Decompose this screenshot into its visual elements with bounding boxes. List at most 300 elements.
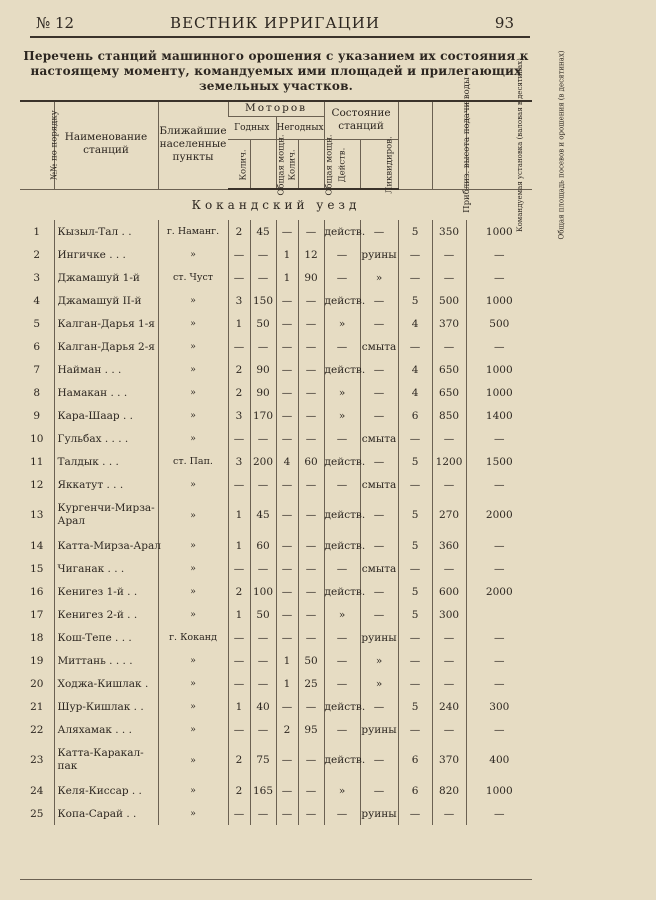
col-active-header: Действ. [324, 140, 360, 190]
table-row [20, 335, 532, 358]
cell-gq: 2 [228, 741, 250, 779]
cell-bp: 50 [298, 649, 324, 672]
cell-gp: 170 [250, 404, 276, 427]
cell-bp: 95 [298, 718, 324, 741]
cell-gq: 3 [228, 289, 250, 312]
cell-tot: — [466, 266, 532, 289]
cell-area: 850 [432, 404, 466, 427]
cell-place: » [158, 779, 228, 802]
cell-liq: — [360, 779, 398, 802]
cell-h: 6 [398, 741, 432, 779]
cell-name: Ходжа-Кишлак . [54, 672, 158, 695]
cell-gp: — [250, 266, 276, 289]
cell-bq: 1 [276, 672, 298, 695]
cell-place: г. Наманг. [158, 220, 228, 243]
cell-tot: 1500 [466, 450, 532, 473]
table-row [20, 603, 532, 626]
table-row [20, 557, 532, 580]
cell-gq: 3 [228, 404, 250, 427]
cell-act: действ. [324, 358, 360, 381]
cell-area: — [432, 802, 466, 825]
cell-gq: 2 [228, 358, 250, 381]
cell-bq: — [276, 496, 298, 534]
cell-liq: — [360, 496, 398, 534]
cell-gq: 1 [228, 534, 250, 557]
cell-name: Катта-Мирза-Арал [54, 534, 158, 557]
cell-bp: 90 [298, 266, 324, 289]
col-total-header: Общая площадь посевов и орошения (в десятинах) [466, 100, 532, 189]
cell-bq: — [276, 335, 298, 358]
cell-liq: — [360, 381, 398, 404]
cell-place: » [158, 534, 228, 557]
cell-place: » [158, 312, 228, 335]
cell-gp: — [250, 718, 276, 741]
cell-act: — [324, 718, 360, 741]
cell-n: 9 [33, 409, 41, 422]
cell-bq: — [276, 626, 298, 649]
cell-tot: 1000 [466, 289, 532, 312]
table-row [20, 695, 532, 718]
cell-gp: — [250, 335, 276, 358]
cell-area: 360 [432, 534, 466, 557]
cell-n: 19 [30, 654, 44, 667]
cell-tot: — [466, 335, 532, 358]
cell-name: Найман . . . [54, 358, 158, 381]
cell-area: — [432, 626, 466, 649]
table-row [20, 649, 532, 672]
cell-bq: — [276, 779, 298, 802]
cell-n: 18 [30, 631, 44, 644]
col-good-qty: Колич. [228, 140, 250, 190]
cell-bp: — [298, 626, 324, 649]
cell-gp: 90 [250, 358, 276, 381]
cell-bp: — [298, 312, 324, 335]
cell-gp: — [250, 473, 276, 496]
cell-n: 14 [30, 539, 44, 552]
cell-area: — [432, 427, 466, 450]
cell-tot: 2000 [466, 496, 532, 534]
col-state-header: Состояние станций [324, 100, 398, 140]
cell-name: Катта-Каракал-пак [54, 741, 158, 779]
cell-gq: — [228, 557, 250, 580]
cell-act: » [324, 312, 360, 335]
table-row [20, 741, 532, 779]
cell-liq: смыта [360, 557, 398, 580]
cell-gq: 1 [228, 496, 250, 534]
cell-act: действ. [324, 496, 360, 534]
table-title: Перечень станций машинного орошения с указанием их состояния к настоящему моменту, командуемых ими площадей и прилегающих земельных участков. [23, 49, 529, 93]
cell-gq: 2 [228, 580, 250, 603]
cell-gp: 45 [250, 496, 276, 534]
cell-n: 22 [30, 723, 44, 736]
cell-liq: — [360, 220, 398, 243]
cell-bq: — [276, 580, 298, 603]
cell-area: 240 [432, 695, 466, 718]
cell-area: 650 [432, 358, 466, 381]
cell-name: Джамашуй 1-й [54, 266, 158, 289]
cell-act: — [324, 427, 360, 450]
cell-h: 4 [398, 381, 432, 404]
cell-gp: — [250, 626, 276, 649]
col-good-power: Общая мощн. [250, 140, 276, 190]
cell-place: » [158, 243, 228, 266]
cell-liq: руины [360, 243, 398, 266]
cell-tot: 300 [466, 695, 532, 718]
cell-liq: руины [360, 718, 398, 741]
cell-area: 370 [432, 312, 466, 335]
cell-place: ст. Пап. [158, 450, 228, 473]
cell-h: — [398, 672, 432, 695]
cell-act: действ. [324, 450, 360, 473]
cell-gq: — [228, 427, 250, 450]
cell-bp: 25 [298, 672, 324, 695]
cell-n: 25 [30, 807, 44, 820]
cell-act: действ. [324, 220, 360, 243]
cell-act: — [324, 626, 360, 649]
table-row [20, 718, 532, 741]
cell-bq: — [276, 741, 298, 779]
cell-liq: — [360, 312, 398, 335]
cell-gq: — [228, 473, 250, 496]
cell-name: Кош-Тепе . . . [54, 626, 158, 649]
cell-bq: — [276, 695, 298, 718]
cell-n: 3 [33, 271, 41, 284]
cell-h: 5 [398, 450, 432, 473]
cell-liq: » [360, 672, 398, 695]
cell-tot: — [466, 626, 532, 649]
section-title: Кокандский уезд [191, 198, 361, 212]
cell-act: — [324, 473, 360, 496]
table-row [20, 243, 532, 266]
cell-gp: — [250, 802, 276, 825]
cell-h: 4 [398, 312, 432, 335]
cell-liq: смыта [360, 335, 398, 358]
cell-bp: 12 [298, 243, 324, 266]
cell-gq: — [228, 649, 250, 672]
cell-place: » [158, 404, 228, 427]
cell-bp: — [298, 557, 324, 580]
cell-tot: — [466, 718, 532, 741]
table-row [20, 802, 532, 825]
cell-gp: 90 [250, 381, 276, 404]
cell-place: » [158, 718, 228, 741]
col-motors-header: Моторов [228, 100, 324, 117]
cell-h: — [398, 266, 432, 289]
cell-area: 350 [432, 220, 466, 243]
table-row [20, 312, 532, 335]
cell-tot [466, 603, 532, 626]
cell-bp: — [298, 289, 324, 312]
cell-liq: » [360, 266, 398, 289]
cell-bq: — [276, 312, 298, 335]
cell-h: — [398, 626, 432, 649]
cell-gq: 2 [228, 779, 250, 802]
cell-tot: — [466, 649, 532, 672]
cell-liq: — [360, 534, 398, 557]
cell-n: 4 [33, 294, 41, 307]
cell-liq: руины [360, 802, 398, 825]
cell-name: Джамашуй II-й [54, 289, 158, 312]
cell-h: — [398, 335, 432, 358]
cell-liq: — [360, 450, 398, 473]
cell-n: 6 [33, 340, 41, 353]
cell-gq: — [228, 626, 250, 649]
cell-place: » [158, 335, 228, 358]
table-row [20, 427, 532, 450]
cell-area: — [432, 243, 466, 266]
table-row [20, 450, 532, 473]
cell-act: — [324, 557, 360, 580]
cell-bp: 60 [298, 450, 324, 473]
cell-n: 5 [33, 317, 41, 330]
cell-tot: — [466, 672, 532, 695]
cell-bp: — [298, 404, 324, 427]
cell-bq: — [276, 381, 298, 404]
cell-act: » [324, 404, 360, 427]
cell-n: 2 [33, 248, 41, 261]
cell-act: — [324, 672, 360, 695]
cell-liq: » [360, 649, 398, 672]
cell-liq: — [360, 695, 398, 718]
cell-name: Келя-Киссар . . [54, 779, 158, 802]
cell-area: 650 [432, 381, 466, 404]
cell-area: 370 [432, 741, 466, 779]
cell-bp: — [298, 381, 324, 404]
cell-name: Талдык . . . [54, 450, 158, 473]
cell-h: 5 [398, 496, 432, 534]
cell-bp: — [298, 335, 324, 358]
cell-tot: — [466, 534, 532, 557]
cell-place: » [158, 557, 228, 580]
cell-h: 5 [398, 534, 432, 557]
cell-gp: — [250, 243, 276, 266]
cell-bq: 2 [276, 718, 298, 741]
cell-bp: — [298, 358, 324, 381]
cell-name: Калган-Дарья 1-я [54, 312, 158, 335]
cell-tot: 400 [466, 741, 532, 779]
cell-gp: 40 [250, 695, 276, 718]
cell-act: » [324, 603, 360, 626]
cell-h: — [398, 718, 432, 741]
cell-gp: — [250, 649, 276, 672]
table-row [20, 381, 532, 404]
cell-bq: — [276, 603, 298, 626]
cell-bq: — [276, 404, 298, 427]
cell-n: 16 [30, 585, 44, 598]
cell-tot: 1000 [466, 358, 532, 381]
cell-act: действ. [324, 741, 360, 779]
cell-area: 270 [432, 496, 466, 534]
cell-tot: 1000 [466, 220, 532, 243]
cell-area: — [432, 557, 466, 580]
cell-name: Шур-Кишлак . . [54, 695, 158, 718]
cell-area: — [432, 266, 466, 289]
cell-liq: — [360, 404, 398, 427]
cell-gp: 50 [250, 312, 276, 335]
cell-tot: 1400 [466, 404, 532, 427]
table-row [20, 220, 532, 243]
cell-place: » [158, 649, 228, 672]
cell-act: — [324, 649, 360, 672]
cell-area: — [432, 672, 466, 695]
cell-n: 10 [30, 432, 44, 445]
cell-h: 4 [398, 358, 432, 381]
cell-gp: — [250, 557, 276, 580]
cell-name: Аляхамак . . . [54, 718, 158, 741]
cell-h: 5 [398, 603, 432, 626]
cell-liq: — [360, 358, 398, 381]
cell-bq: 1 [276, 266, 298, 289]
cell-act: действ. [324, 695, 360, 718]
cell-gq: 2 [228, 381, 250, 404]
cell-name: Кенигез 1-й . . [54, 580, 158, 603]
col-height-header: Приблиз. высота подачи воды [398, 100, 432, 189]
cell-place: » [158, 358, 228, 381]
cell-tot: — [466, 802, 532, 825]
cell-bp: — [298, 580, 324, 603]
cell-gp: 60 [250, 534, 276, 557]
cell-gq: 2 [228, 220, 250, 243]
cell-gq: 1 [228, 695, 250, 718]
cell-h: — [398, 557, 432, 580]
table-row [20, 580, 532, 603]
cell-place: » [158, 741, 228, 779]
cell-n: 13 [30, 509, 44, 521]
table-row [20, 626, 532, 649]
cell-bp: — [298, 496, 324, 534]
cell-bq: — [276, 802, 298, 825]
cell-name: Ингичке . . . [54, 243, 158, 266]
cell-place: » [158, 473, 228, 496]
cell-bq: — [276, 358, 298, 381]
cell-n: 7 [33, 363, 41, 376]
cell-gp: 75 [250, 741, 276, 779]
cell-act: действ. [324, 289, 360, 312]
cell-bq: 4 [276, 450, 298, 473]
cell-place: » [158, 603, 228, 626]
cell-bp: — [298, 427, 324, 450]
cell-n: 11 [30, 455, 44, 468]
cell-name: Калган-Дарья 2-я [54, 335, 158, 358]
cell-gq: 1 [228, 312, 250, 335]
cell-area: — [432, 649, 466, 672]
cell-h: — [398, 802, 432, 825]
cell-name: Яккатут . . . [54, 473, 158, 496]
col-liquid-header: Ликвидиров. [360, 140, 398, 190]
cell-h: — [398, 243, 432, 266]
cell-bq: — [276, 289, 298, 312]
cell-liq: смыта [360, 427, 398, 450]
cell-act: » [324, 381, 360, 404]
cell-n: 20 [30, 677, 44, 690]
cell-place: » [158, 496, 228, 534]
cell-name: Кызыл-Тал . . [54, 220, 158, 243]
cell-gp: — [250, 427, 276, 450]
cell-tot: 1000 [466, 779, 532, 802]
cell-tot: 1000 [466, 381, 532, 404]
table-row [20, 496, 532, 534]
journal-title: ВЕСТНИК ИРРИГАЦИИ [170, 14, 380, 32]
cell-gq: — [228, 266, 250, 289]
cell-place: » [158, 695, 228, 718]
cell-place: » [158, 802, 228, 825]
cell-area: — [432, 335, 466, 358]
col-bad-power: Общая мощн. [298, 140, 324, 190]
cell-h: — [398, 649, 432, 672]
cell-name: Миттань . . . . [54, 649, 158, 672]
table-row [20, 358, 532, 381]
cell-tot: — [466, 427, 532, 450]
cell-gq: — [228, 335, 250, 358]
cell-name: Кургенчи-Мирза-Арал [54, 496, 158, 534]
cell-place: » [158, 381, 228, 404]
cell-tot: 500 [466, 312, 532, 335]
cell-n: 24 [30, 784, 44, 797]
cell-h: 5 [398, 220, 432, 243]
cell-area: 300 [432, 603, 466, 626]
cell-name: Чиганак . . . [54, 557, 158, 580]
cell-bp: — [298, 603, 324, 626]
table-row [20, 266, 532, 289]
cell-act: — [324, 802, 360, 825]
cell-bp: — [298, 741, 324, 779]
col-bad-qty: Колич. [276, 140, 298, 190]
cell-act: действ. [324, 580, 360, 603]
cell-h: 5 [398, 289, 432, 312]
col-nearest-header: Ближайшие населенные пункты [158, 100, 228, 189]
table-row [20, 404, 532, 427]
cell-n: 15 [30, 562, 44, 575]
cell-gp: 150 [250, 289, 276, 312]
cell-bq: — [276, 534, 298, 557]
cell-place: » [158, 427, 228, 450]
col-good-header: Годных [228, 117, 276, 140]
cell-area: 600 [432, 580, 466, 603]
cell-liq: — [360, 603, 398, 626]
table-row [20, 473, 532, 496]
cell-name: Копа-Сарай . . [54, 802, 158, 825]
cell-bp: — [298, 802, 324, 825]
cell-n: 1 [33, 225, 41, 238]
cell-tot: — [466, 473, 532, 496]
cell-h: 6 [398, 404, 432, 427]
cell-area: — [432, 473, 466, 496]
cell-area: 1200 [432, 450, 466, 473]
col-bad-header: Негодных [276, 117, 324, 140]
cell-place: г. Коканд [158, 626, 228, 649]
cell-n: 21 [30, 700, 44, 713]
cell-bp: — [298, 220, 324, 243]
cell-act: — [324, 266, 360, 289]
cell-h: 6 [398, 779, 432, 802]
col-area-header: Командуемая установка (валовая в десятинах) [432, 100, 466, 189]
issue-number: № 12 [36, 14, 75, 32]
cell-area: — [432, 718, 466, 741]
table-row [20, 672, 532, 695]
cell-tot: — [466, 243, 532, 266]
cell-liq: руины [360, 626, 398, 649]
cell-place: » [158, 289, 228, 312]
col-num-header: №№ по порядку [20, 100, 54, 189]
cell-bp: — [298, 779, 324, 802]
cell-h: — [398, 473, 432, 496]
cell-bq: — [276, 557, 298, 580]
cell-bq: — [276, 473, 298, 496]
cell-area: 500 [432, 289, 466, 312]
cell-place: ст. Чуст [158, 266, 228, 289]
cell-bq: — [276, 427, 298, 450]
cell-gq: 1 [228, 603, 250, 626]
